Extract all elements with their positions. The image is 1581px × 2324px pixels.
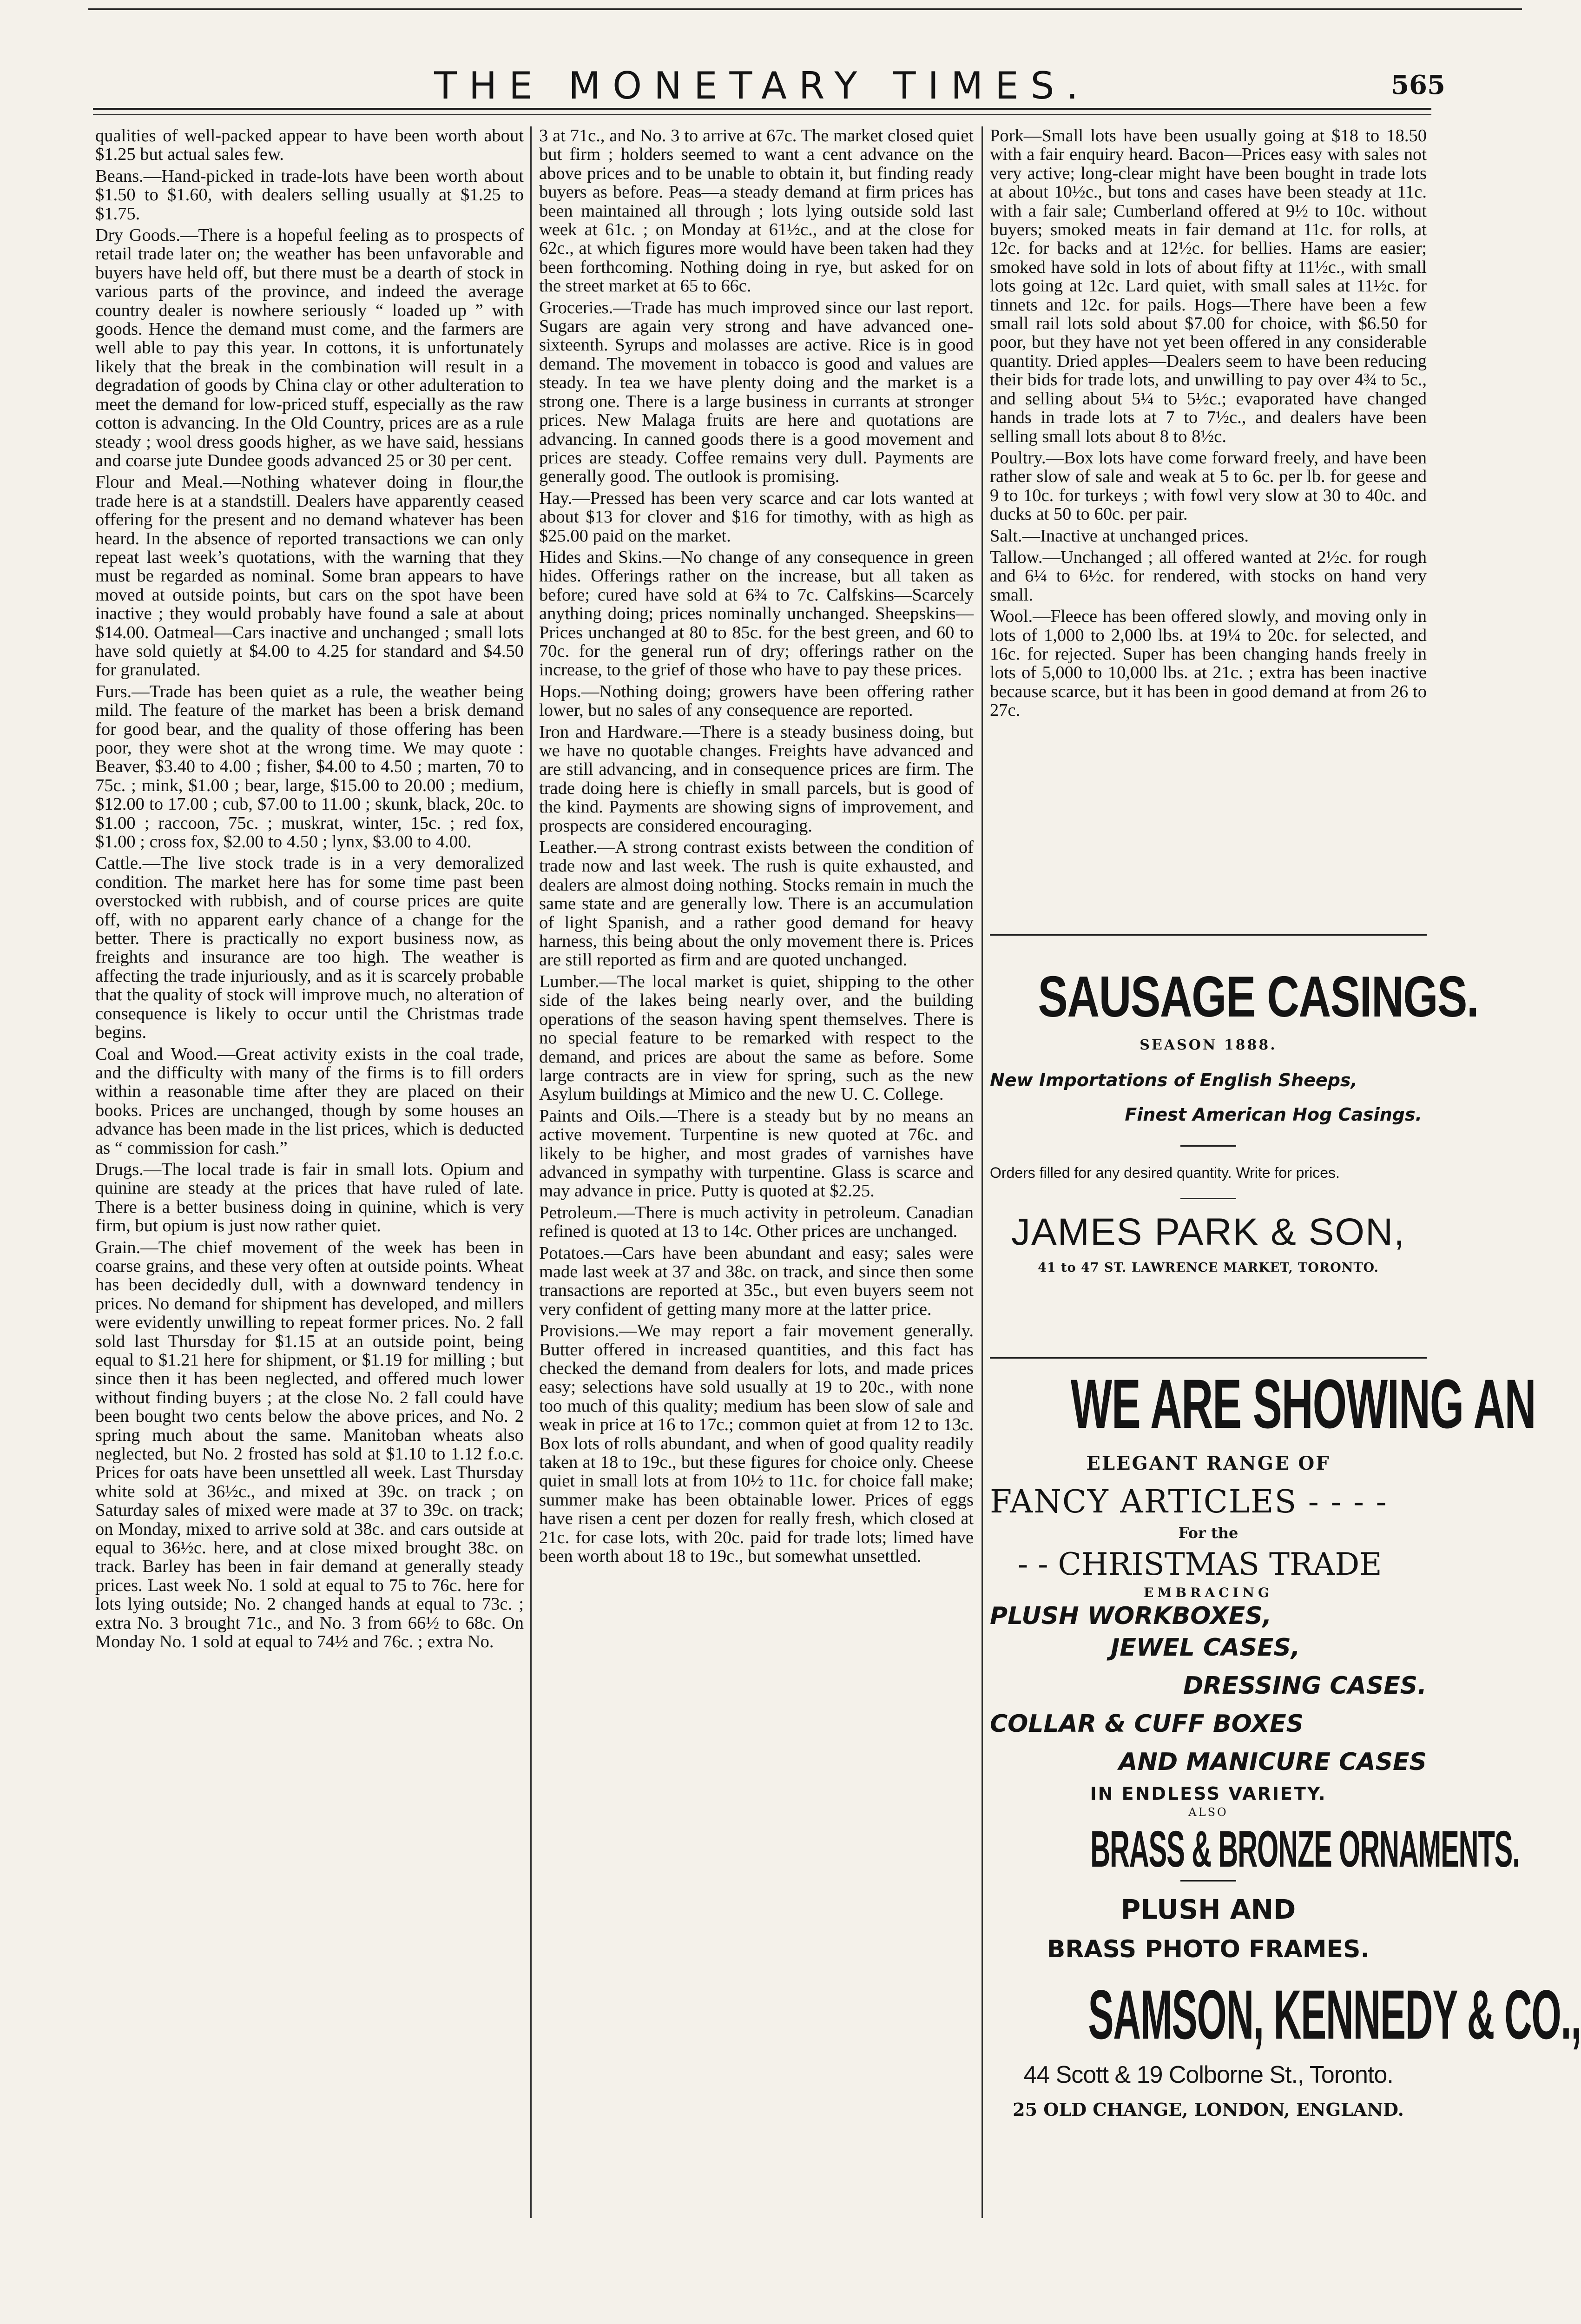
ad1-line2: Finest American Hog Casings. (1125, 1104, 1422, 1125)
page-number: 565 (1391, 70, 1445, 100)
ad2-for-the: For the (1178, 1524, 1238, 1542)
column-2-paragraph: Provisions.—We may report a fair movement generally. Butter offered in increased quantities, and this fact has checked the demand from dealers for lots, and made prices easy; selections have sold usually at 19 to 20c., with none too much of this quality; medium has been slow of sale and weak in price at 16 to 17c.; common quiet at from 12 to 13c. Box lots of rolls abundant, and when of good quality readily taken at 18 to 19c., but these figures for choice only. Cheese quiet in small lots at from 10½ to 11c. for choice fall make; summer make has been obtainable lower. Prices of eggs have risen a cent per dozen for really fresh, which closed at 21c. for case lots, with 20c. paid for trade lots; limed have been worth about 18 to 19c., but somewhat unsettled. (539, 1321, 974, 1566)
column-1-paragraph: Beans.—Hand-picked in trade-lots have been worth about $1.50 to $1.60, with dealers selling usually at $1.25 to $1.75. (95, 166, 524, 224)
column-1 (95, 126, 524, 2220)
ad-divider-2 (990, 1357, 1427, 1359)
ad1-firm: JAMES PARK & SON, (1011, 1211, 1406, 1253)
ad2-elegant: ELEGANT RANGE OF (1086, 1452, 1331, 1474)
ad1-headline: SAUSAGE CASINGS. (1038, 965, 1479, 1029)
ad2-headline: WE ARE SHOWING AN (1070, 1365, 1536, 1443)
column-2-paragraph: Potatoes.—Cars have been abundant and easy; sales were made last week at 37 and 38c. on track, and since then some transactions are reported at 35c., but even buyers seem not very confident of getting many more at the latter price. (539, 1243, 974, 1319)
ad2-item-3: DRESSING CASES. (1183, 1672, 1427, 1700)
ad-samson-kennedy (990, 1365, 1581, 2120)
top-border-rule (88, 8, 1522, 10)
ad2-firm: SAMSON, KENNEDY & CO., (1088, 1975, 1581, 2053)
ad2-item-2: JEWEL CASES, (1111, 1634, 1300, 1662)
column-3-paragraph: Pork—Small lots have been usually going at $18 to 18.50 with a fair enquiry heard. Bacon—Prices easy with sales not very active; long-clear might have been bought in trade lots at about 10½c., but tons and cases have been steady at 11c. with a fair sale; Cumberland offered at 9½ to 10c. without buyers; smoked meats in fair demand at 11c. for rolls, at 12c. for backs and at 12½c. for bellies. Hams are easier; smoked have sold in lots of about fifty at 11½c., with small lots going at 12c. Lard quiet, with small sales at 11½c. for tinnets and 12c. for pails. Hogs—There have been a few small rail lots sold about $7.00 for choice, with $6.50 for poor, but they have not yet been offered in any considerable quantity. Dried apples—Dealers seem to have been reducing their bids for trade lots, and unwilling to pay over 4¾ to 5c., and selling about 5¼ to 5½c.; evaporated have changed hands in trade lots at 7 to 7½c., and dealers have been selling small lots about 8 to 8½c. (990, 126, 1427, 446)
masthead-rule-bottom (93, 114, 1431, 115)
column-1-paragraph: Cattle.—The live stock trade is in a very demoralized condition. The market here has for some time past been overstocked with rubbish, and of course prices are quite off, with no apparent early chance of a change for the better. There is practically no export business now, as freights and insurance are too high. The weather is affecting the trade injuriously, and as it is scarcely probable that the quality of stock will improve much, no alteration of consequence is likely to occur until the Christmas trade begins. (95, 853, 524, 1043)
ad-sausage-casings (990, 965, 1479, 1275)
ad2-item-4: COLLAR & CUFF BOXES (990, 1710, 1304, 1738)
column-2-paragraph: 3 at 71c., and No. 3 to arrive at 67c. The market closed quiet but firm ; holders seemed to want a cent advance on the above prices and to be unable to obtain it, but finding ready buyers as before. Peas—a steady demand at firm prices has been maintained all through ; lots lying outside sold last week at 61c. ; on Monday at 61½c., and at the close for 62c., at which figures more would have been taken had they been forthcoming. Nothing doing in rye, but asked for on the street market at 65 to 66c. (539, 126, 974, 296)
ad1-rule (1180, 1145, 1236, 1147)
ad-divider-1 (990, 934, 1427, 936)
column-3-paragraph: Salt.—Inactive at unchanged prices. (990, 526, 1249, 546)
column-2-paragraph: Hay.—Pressed has been very scarce and car lots wanted at about $13 for clover and $16 for timothy, with as high as $25.00 paid on the market. (539, 488, 974, 546)
ad2-london: 25 OLD CHANGE, LONDON, ENGLAND. (1013, 2099, 1404, 2120)
ad2-plush-and: PLUSH AND (1120, 1894, 1296, 1925)
masthead-title: THE MONETARY TIMES. (434, 64, 1090, 107)
ad2-address: 44 Scott & 19 Colborne St., Toronto. (1023, 2061, 1393, 2088)
ad2-item-5: AND MANICURE CASES (1119, 1748, 1427, 1776)
ad2-item-1: PLUSH WORKBOXES, (990, 1602, 1272, 1630)
column-2-paragraph: Iron and Hardware.—There is a steady business doing, but we have no quotable changes. Freights have advanced and are still advancing, and in consequence prices are firm. The trade doing here is chiefly in small parcels, but is good of the kind. Payments are showing signs of improvement, and prospects are considered encouraging. (539, 722, 974, 836)
column-1-paragraph: Drugs.—The local trade is fair in small lots. Opium and quinine are steady at the prices that have ruled of late. There is a better business doing in quinine, which is very firm, but opium is just now rather quiet. (95, 1159, 524, 1236)
ad2-embracing: EMBRACING (1144, 1585, 1273, 1600)
column-2-paragraph: Hides and Skins.—No change of any consequence in green hides. Offerings rather on the increase, but all taken as before; cured have sold at 6¾ to 7c. Calfskins—Scarcely anything doing; prices nominally unchanged. Sheepskins—Prices unchanged at 80 to 85c. for the best green, and 60 to 70c. for the general run of dry; offerings rather on the increase, to the grief of those who have to pay these prices. (539, 547, 974, 680)
column-divider-2 (982, 126, 983, 2218)
ad1-season: SEASON 1888. (1140, 1037, 1277, 1053)
column-3-paragraph: Wool.—Fleece has been offered slowly, and moving only in lots of 1,000 to 2,000 lbs. at 19¼ to 20c. for selected, and 16c. for rejected. Super has been changing hands freely in lots of 5,000 to 10,000 lbs. at 21c. ; extra has been inactive because scarce, but it has been in good demand at from 26 to 27c. (990, 607, 1427, 720)
ad2-brass: BRASS & BRONZE ORNAMENTS. (1090, 1821, 1520, 1878)
column-1-paragraph: Grain.—The chief movement of the week has been in coarse grains, and these very often at outside points. Wheat has been decidedly dull, with a downward tendency in prices. No demand for shipment has developed, and millers were evidently unwilling to repeat former prices. No. 2 fall sold last Thursday for $1.15 at an outside point, being equal to $1.21 here for shipment, or $1.19 for milling ; but since then it has been neglected, and offered much lower without finding buyers ; at the close No. 2 fall could have been bought two cents below the above prices, and No. 2 spring much about the same. Manitoban wheats also neglected, but No. 2 frosted has sold at $1.10 to 1.12 f.o.c. Prices for oats have been unsettled all week. Last Thursday white sold at 36½c., and mixed at 39c. on track ; on Saturday sales of mixed were made at 37 to 39c. on track; on Monday, mixed to arrive sold at 38c. and cars outside at equal to 36½c. here, and at close mixed brought 38c. on track. Barley has been in fair demand at generally steady prices. Last week No. 1 sold at equal to 75 to 76c. here for lots lying outside; No. 2 changed hands at equal to 73c. ; extra No. 3 brought 71c., and No. 3 from 66½ to 68c. On Monday No. 1 sold at equal to 74½ and 76c. ; extra No. (95, 1237, 524, 1652)
column-3-paragraph: Tallow.—Unchanged ; all offered wanted at 2½c. for rough and 6¼ to 6½c. for rendered, with stocks on hand very small. (990, 547, 1427, 605)
ad1-address: 41 to 47 ST. LAWRENCE MARKET, TORONTO. (1038, 1261, 1379, 1275)
ad2-christmas: - - CHRISTMAS TRADE (1018, 1546, 1382, 1582)
column-1-paragraph: Coal and Wood.—Great activity exists in the coal trade, and the difficulty with many of the firms is to fill orders within a reasonable time after they are placed on their books. Prices are unchanged, though by some houses an advance has been made in the list prices, which is deducted as “ commission for cash.” (95, 1044, 524, 1158)
column-1-paragraph: Furs.—Trade has been quiet as a rule, the weather being mild. The feature of the market has been a brisk demand for good bear, and the quality of those offering has been poor, they were shot at the wrong time. We may quote : Beaver, $3.40 to 4.00 ; fisher, $4.00 to 4.50 ; marten, 70 to 75c. ; mink, $1.00 ; bear, large, $15.00 to 20.00 ; medium, $12.00 to 17.00 ; cub, $7.00 to 11.00 ; skunk, black, 20c. to $1.00 ; raccoon, 75c. ; muskrat, winter, 15c. ; red fox, $1.00 ; cross fox, $2.00 to 4.50 ; lynx, $3.00 to 4.00. (95, 681, 524, 852)
column-2 (539, 126, 974, 2220)
column-2-paragraph: Groceries.—Trade has much improved since our last report. Sugars are again very strong and have advanced one-sixteenth. Syrups and molasses are active. Rice is in good demand. The movement in tobacco is good and values are steady. In tea we have plenty doing and the market is a strong one. There is a large business in currants at stronger prices. New Malaga fruits are here and quotations are advancing. In canned goods there is a good movement and prices are steady. Coffee remains very dull. Payments are generally good. The outlook is promising. (539, 297, 974, 487)
column-1-paragraph: Flour and Meal.—Nothing whatever doing in flour,the trade here is at a standstill. Dealers have apparently ceased offering for the present and no demand whatever has been heard. In the absence of reported transactions we can only repeat last week’s quotations, with the warning that they must be regarded as nominal. Some bran appears to have moved at outside points, but cars on the spot have been inactive ; they would probably have found a sale at about $14.00. Oatmeal—Cars inactive and unchanged ; small lots have sold quietly at $4.00 to 4.25 for standard and $4.50 for granulated. (95, 472, 524, 680)
column-2-paragraph: Leather.—A strong contrast exists between the condition of trade now and last week. The rush is quite exhausted, and dealers are almost doing nothing. Stocks remain in much the same state and are generally low. There is an accumulation of light Spanish, and a rather good demand for heavy harness, this being about the only movement there is. Prices are still reported as firm and are quoted unchanged. (539, 838, 974, 970)
column-divider-1 (530, 126, 532, 2218)
column-2-paragraph: Petroleum.—There is much activity in petroleum. Canadian refined is quoted at 13 to 14c. Other prices are unchanged. (539, 1202, 974, 1241)
ad1-line1: New Importations of English Sheeps, (990, 1070, 1357, 1090)
ad2-rule (1180, 1880, 1236, 1882)
column-3-text (990, 126, 1427, 720)
column-1-paragraph: Dry Goods.—There is a hopeful feeling as to prospects of retail trade later on; the weather has been unfavorable and buyers have held off, but there must be a dearth of stock in various parts of the province, and indeed the average country dealer is nowhere seriously “ loaded up ” with goods. Hence the demand must come, and the farmers are well able to pay this year. In cottons, it is unfortunately likely that the break in the combination will result in a degradation of goods by China clay or other adulteration to meet the demand for low-priced stuff, especially as the raw cotton is advancing. In the Old Country, prices are as a rule steady ; wool dress goods higher, as we have said, hessians and coarse jute Dundee goods advanced 25 or 30 per cent. (95, 225, 524, 470)
ad2-frames: BRASS PHOTO FRAMES. (1047, 1935, 1370, 1963)
ad2-variety: IN ENDLESS VARIETY. (1090, 1783, 1327, 1804)
column-1-paragraph: qualities of well-packed appear to have been worth about $1.25 but actual sales few. (95, 126, 524, 165)
column-2-paragraph: Lumber.—The local market is quiet, shipping to the other side of the lakes being nearly over, and the building operations of the season having spent themselves. There is no special feature to be remarked with respect to the demand, and prices are about the same as before. Some large contracts are in view for spring, such as the new Asylum buildings at Mimico and the new U. C. College. (539, 971, 974, 1104)
ad2-also: ALSO (1188, 1806, 1228, 1819)
ad1-orders: Orders filled for any desired quantity. Write for prices. (990, 1164, 1340, 1181)
masthead-rule-top (93, 108, 1431, 110)
column-2-paragraph: Hops.—Nothing doing; growers have been offering rather lower, but no sales of any consequence are reported. (539, 681, 974, 720)
column-2-paragraph: Paints and Oils.—There is a steady but by no means an active movement. Turpentine is new quoted at 76c. and likely to be higher, and most grades of varnishes have advanced in sympathy with turpentine. Glass is scarce and may advance in price. Putty is quoted at $2.25. (539, 1106, 974, 1201)
column-3-paragraph: Poultry.—Box lots have come forward freely, and have been rather slow of sale and weak at 5 to 6c. per lb. for geese and 9 to 10c. for turkeys ; with fowl very slow at 30 to 40c. and ducks at 50 to 60c. per pair. (990, 448, 1427, 524)
ad2-fancy: FANCY ARTICLES - - - - (990, 1484, 1388, 1520)
ad1-rule-2 (1180, 1198, 1236, 1199)
